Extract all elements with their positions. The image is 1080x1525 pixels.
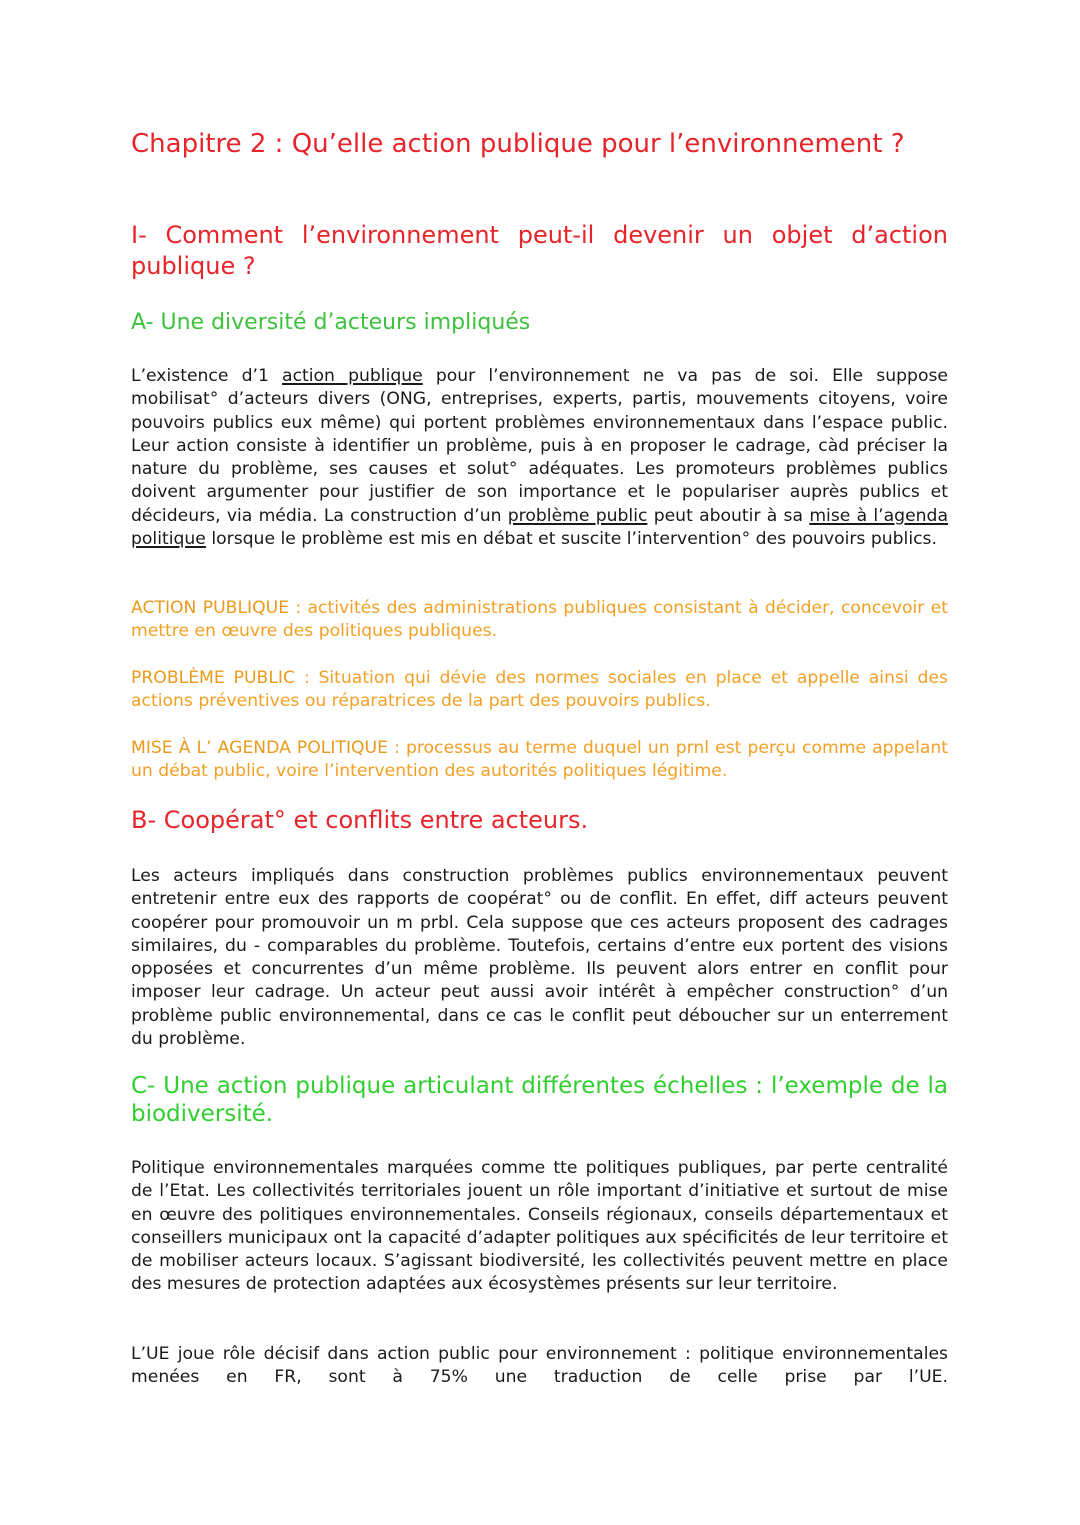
definition-term: MISE À L’ AGENDA POLITIQUE (131, 738, 388, 758)
section-c-title: C- Une action publique articulant différentes échelles : l’exemple de la biodiversité. (131, 1073, 948, 1127)
section-b-paragraph: Les acteurs impliqués dans construction problèmes publics environnementaux peuvent entretenir entre eux des rapports de coopérat° ou de conflit. En effet, diff acteurs peuvent coopérer pour promouvoir un m prbl. Cela suppose que ces acteurs proposent des cadrages similaires, du - comparables du problème. Toutefois, certains d’entre eux portent des visions opposées et concurrentes d’un même problème. Ils peuvent alors entrer en conflit pour imposer leur cadrage. Un acteur peut aussi avoir intérêt à empêcher construction° d’un problème public environnemental, dans ce cas le conflit peut déboucher sur un enterrement du problème. (131, 866, 948, 1050)
chapter-title: Chapitre 2 : Qu’elle action publique pour l’environnement ? (131, 129, 905, 159)
definition-sep: : (388, 738, 406, 758)
definition-text: processus au terme duquel un prnl est perçu comme appelant un débat public, voire l’intervention des autorités politiques légitime. (131, 738, 949, 782)
definition-text: Situation qui dévie des normes sociales en place et appelle ainsi des actions préventives ou réparatrices de la part des pouvoirs publics. (131, 668, 948, 712)
term-action-publique: action publique (282, 366, 423, 386)
definition-term: PROBLÈME PUBLIC (131, 668, 295, 688)
section-b-title: B- Coopérat° et conflits entre acteurs. (131, 806, 589, 834)
definition-action-publique (131, 597, 948, 644)
term-probleme-public: problème public (507, 505, 648, 526)
definition-sep: : (289, 598, 308, 618)
p1-intro: L’existence d’1 (131, 366, 283, 386)
definition-probleme-public (131, 667, 948, 714)
part-title: I- Comment l’environnement peut-il devenir un objet d’action publique ? (131, 221, 948, 280)
p1-text4: lorsque le problème est mis en débat et suscite l’intervention° des pouvoirs publics. (205, 529, 937, 550)
definition-term: ACTION PUBLIQUE (131, 598, 290, 618)
definition-mise-agenda (131, 737, 948, 784)
definition-sep: : (294, 668, 319, 688)
section-c-paragraph-1: Politique environnementales marquées comme tte politiques publiques, par perte centralité de l’Etat. Les collectivités territoriales jouent un rôle important d’initiative et surtout de mise en œuvre des politiques environnementales. Conseils régionaux, conseils départementaux et conseillers municipaux ont la capacité d’adapter politiques aux spécificités de leur territoire et de mobiliser acteurs locaux. S’agissant biodiversité, les collectivités peuvent mettre en place des mesures de protection adaptées aux écosystèmes présents sur leur territoire. (131, 1158, 948, 1295)
definition-text: activités des administrations publiques consistant à décider, concevoir et mettre en œuvre des politiques publiques. (131, 598, 948, 642)
section-a-paragraph (131, 365, 948, 551)
term-mise-agenda: mise à l’agenda politique (131, 505, 949, 550)
p1-text3: peut aboutir à sa (647, 505, 810, 526)
section-a-title: A- Une diversité d’acteurs impliqués (131, 310, 531, 335)
p1-text2: pour l’environnement ne va pas de soi. Elle suppose mobilisat° d’acteurs divers (ONG, entreprises, experts, partis, mouvements citoyens, voire pouvoirs publics eux même) qui portent problèmes environnementaux dans l’espace public. Leur action consiste à identifier un problème, puis à en proposer le cadrage, càd préciser la nature du problème, ses causes et solut° adéquates. Les promoteurs problèmes publics doivent argumenter pour justifier de son importance et le populariser auprès publics et décideurs, via média. La construction d’un (131, 366, 948, 526)
section-c-paragraph-2: L’UE joue rôle décisif dans action public pour environnement : politique environnementales menées en FR, sont à 75% une traduction de celle prise par l’UE. (131, 1344, 948, 1388)
